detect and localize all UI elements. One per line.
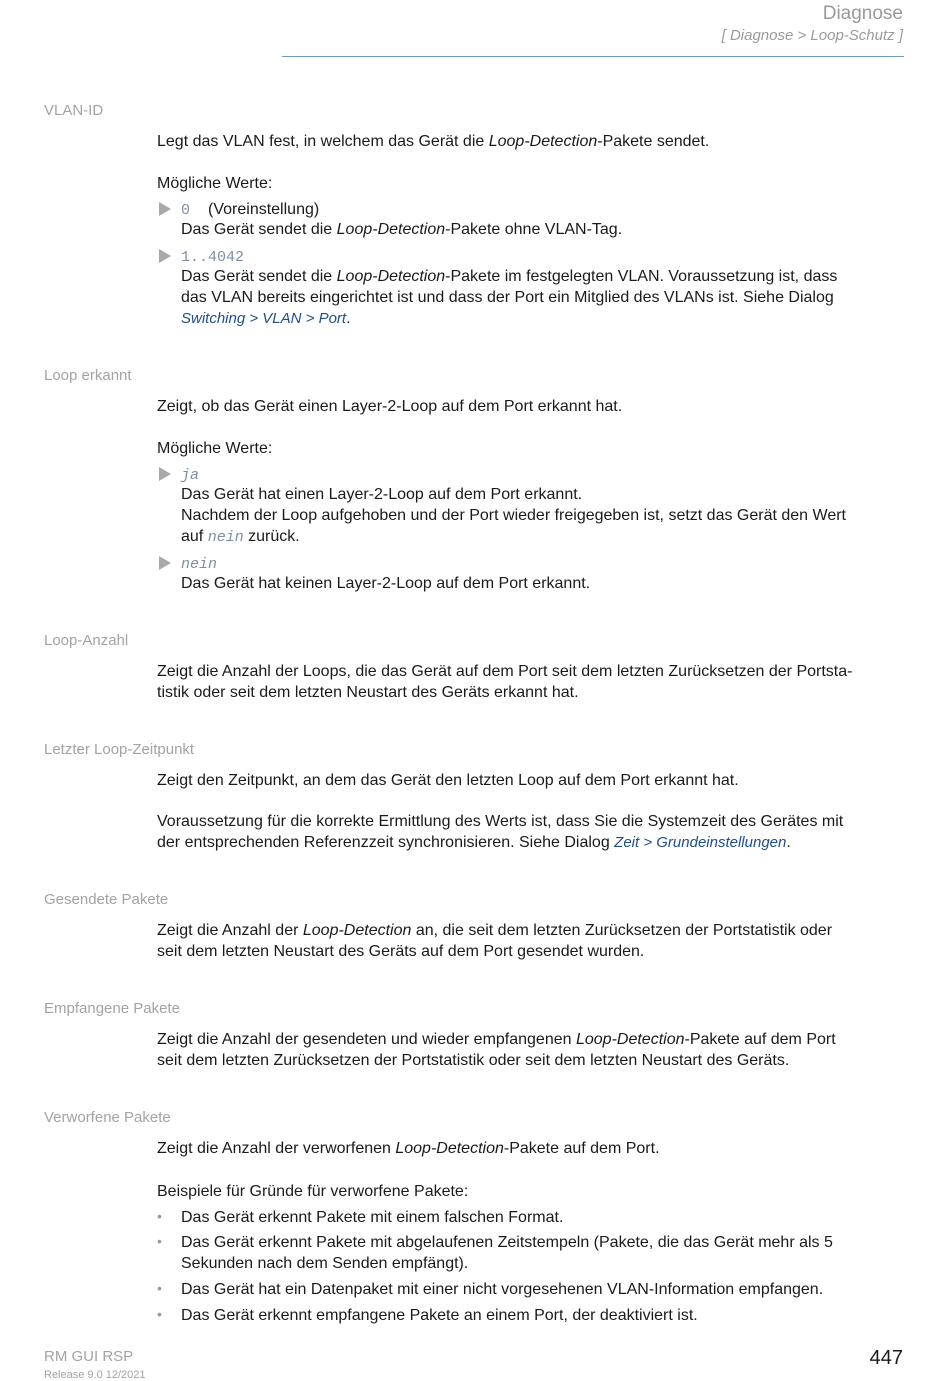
text: Zeigt die Anzahl der <box>157 922 303 939</box>
label-received-packets: Empfangene Pakete <box>44 1000 180 1017</box>
footer-release: Release 9.0 12/2021 <box>44 1369 146 1381</box>
text: . <box>786 834 791 851</box>
list-item: Das Gerät erkennt Pakete mit einem falschen Format. <box>181 1209 564 1226</box>
line: seit dem letzten Zurücksetzen der Portstatistik oder seit dem letzten Neustart des Geräts. <box>157 1052 790 1069</box>
text: . <box>346 310 351 327</box>
line <box>181 266 907 287</box>
line: Das Gerät erkennt Pakete mit abgelaufenen Zeitstempeln (Pakete, die das Gerät mehr als 5 <box>181 1234 833 1251</box>
line <box>181 526 907 548</box>
label-loop-count: Loop-Anzahl <box>44 632 129 649</box>
loop-detected-description: Zeigt, ob das Gerät einen Layer-2-Loop auf dem Port erkannt hat. <box>157 398 623 415</box>
dialog-link-time-basic-settings[interactable]: Zeit > Grundeinstellungen <box>614 834 787 851</box>
list-item: Das Gerät erkennt empfangene Pakete an einem Port, der deaktiviert ist. <box>181 1307 698 1324</box>
breadcrumb: [ Diagnose > Loop-Schutz ] <box>721 27 903 44</box>
vlan-values-heading: Mögliche Werte: <box>157 175 273 192</box>
header-title: Diagnose <box>822 3 903 24</box>
line: Voraussetzung für die korrekte Ermittlung des Werts ist, dass Sie die Systemzeit des Gerätes mit <box>157 813 844 830</box>
discarded-packets-description <box>157 1138 907 1159</box>
label-loop-detected: Loop erkannt <box>44 367 132 384</box>
line <box>157 920 907 941</box>
triangle-bullet-icon <box>159 467 171 481</box>
line: seit dem letzten Neustart des Geräts auf dem Port gesendet wurden. <box>157 943 645 960</box>
text: an, die seit dem letzten Zurücksetzen der Portstatistik oder <box>411 922 833 939</box>
triangle-bullet-icon <box>159 249 171 263</box>
text: -Pakete im festgelegten VLAN. Voraussetzung ist, dass <box>445 268 838 285</box>
loop-detected-value-yes-desc <box>181 484 907 548</box>
bullet-icon: • <box>157 1208 162 1224</box>
text: -Pakete auf dem Port <box>684 1031 836 1048</box>
vlan-value-0 <box>181 199 907 221</box>
page-number: 447 <box>869 1347 903 1369</box>
bullet-icon: • <box>157 1280 162 1296</box>
received-packets-description <box>157 1029 907 1071</box>
line: das VLAN bereits eingerichtet ist und dass der Port ein Mitglied des VLANs ist. Siehe Dialog <box>181 289 834 306</box>
vlan-description <box>157 131 907 152</box>
loop-count-description <box>157 661 907 703</box>
loop-detected-value-yes <box>181 464 907 486</box>
term: Loop-Detection <box>336 268 446 285</box>
text: auf <box>181 528 208 545</box>
value-code: 0 <box>181 202 191 219</box>
text: -Pakete sendet. <box>597 133 710 150</box>
discarded-examples-heading: Beispiele für Gründe für verworfene Pakete: <box>157 1183 469 1200</box>
text: Zeigt die Anzahl der gesendeten und wieder empfangenen <box>157 1031 576 1048</box>
vlan-value-range-desc <box>181 266 907 329</box>
text: Das Gerät sendet die <box>181 268 337 285</box>
line: Zeigt die Anzahl der Loops, die das Gerät auf dem Port seit dem letzten Zurücksetzen der Portsta- <box>157 663 853 680</box>
text: (Voreinstellung) <box>208 201 320 218</box>
line <box>157 832 907 853</box>
header-divider <box>282 56 904 57</box>
sent-packets-description <box>157 920 907 962</box>
vlan-value-0-desc <box>181 219 907 240</box>
vlan-value-range <box>181 246 907 268</box>
value-code: ja <box>181 467 200 484</box>
term: Loop-Detection <box>336 221 446 238</box>
last-loop-note <box>157 811 907 853</box>
text: Legt das VLAN fest, in welchem das Gerät die <box>157 133 489 150</box>
label-vlan-id: VLAN-ID <box>44 102 104 119</box>
label-discarded-packets: Verworfene Pakete <box>44 1109 171 1126</box>
line <box>181 308 907 329</box>
loop-detected-value-no <box>181 553 907 575</box>
term: Loop-Detection <box>395 1140 504 1157</box>
line: tistik oder seit dem letzten Neustart des Geräts erkannt hat. <box>157 684 579 701</box>
term: Loop-Detection <box>488 133 598 150</box>
term: Loop-Detection <box>302 922 412 939</box>
line <box>157 1029 907 1050</box>
line: Sekunden nach dem Senden empfängt). <box>181 1255 469 1272</box>
text: der entsprechenden Referenzzeit synchronisieren. Siehe Dialog <box>157 834 615 851</box>
list-item: Das Gerät hat ein Datenpaket mit einer nicht vorgesehenen VLAN-Information empfangen. <box>181 1281 824 1298</box>
line: Nachdem der Loop aufgehoben und der Port wieder freigegeben ist, setzt das Gerät den Wert <box>181 507 846 524</box>
triangle-bullet-icon <box>159 202 171 216</box>
label-last-loop-time: Letzter Loop-Zeitpunkt <box>44 741 195 758</box>
loop-detected-value-no-desc: Das Gerät hat keinen Layer-2-Loop auf dem Port erkannt. <box>181 575 591 592</box>
term: Loop-Detection <box>575 1031 685 1048</box>
text: Zeigt die Anzahl der verworfenen <box>157 1140 396 1157</box>
bullet-icon: • <box>157 1306 162 1322</box>
label-sent-packets: Gesendete Pakete <box>44 891 169 908</box>
dialog-link-switching-vlan-port[interactable]: Switching > VLAN > Port <box>181 310 347 327</box>
loop-detected-values-heading: Mögliche Werte: <box>157 440 273 457</box>
text: -Pakete ohne VLAN-Tag. <box>445 221 623 238</box>
triangle-bullet-icon <box>159 556 171 570</box>
value-code: 1..4042 <box>181 249 245 266</box>
footer-document-name: RM GUI RSP <box>44 1348 134 1365</box>
list-item <box>181 1232 907 1274</box>
value-code: nein <box>207 529 244 546</box>
bullet-icon: • <box>157 1233 162 1249</box>
text: zurück. <box>243 528 300 545</box>
last-loop-description: Zeigt den Zeitpunkt, an dem das Gerät den letzten Loop auf dem Port erkannt hat. <box>157 772 739 789</box>
line: Das Gerät hat einen Layer-2-Loop auf dem Port erkannt. <box>181 486 583 503</box>
value-code: nein <box>181 556 218 573</box>
text: Das Gerät sendet die <box>181 221 337 238</box>
text: -Pakete auf dem Port. <box>503 1140 660 1157</box>
